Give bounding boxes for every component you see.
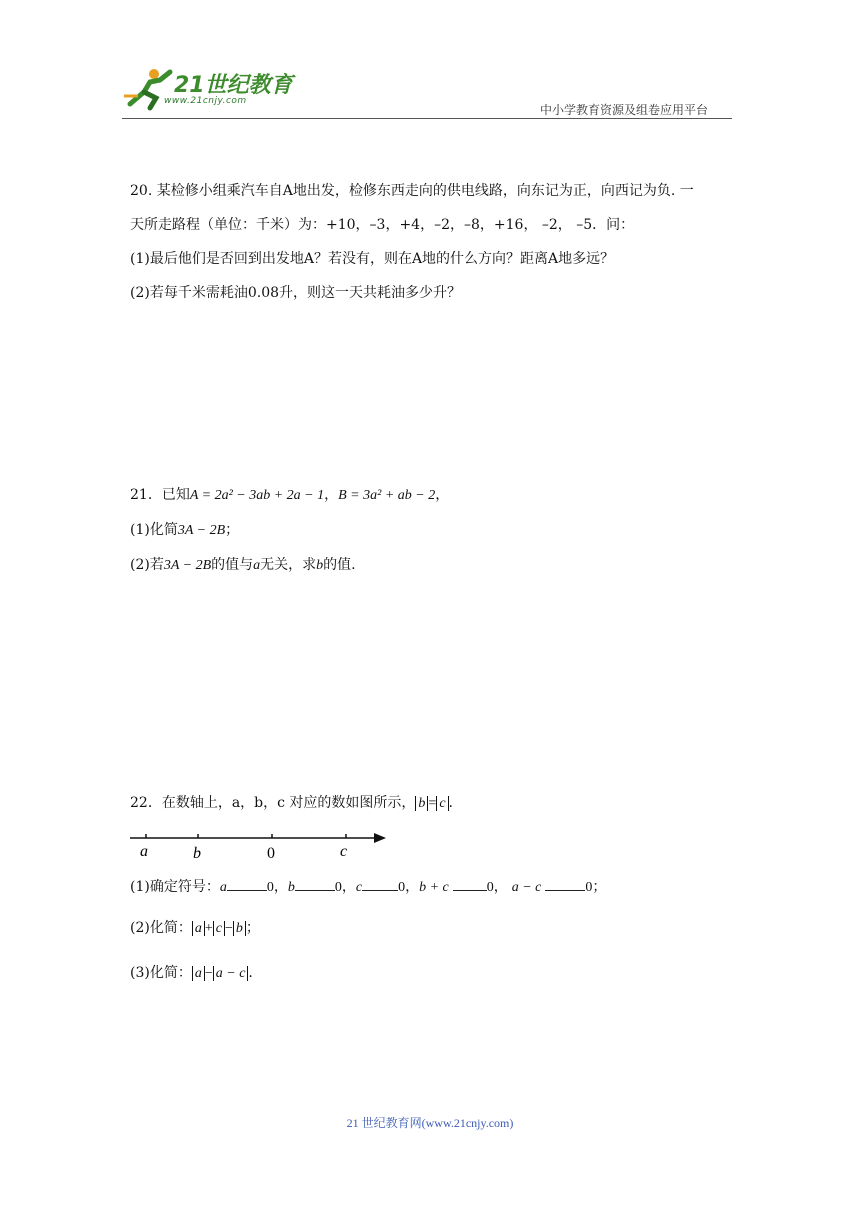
q21-part-2-mid2: 无关，求 xyxy=(260,557,317,573)
q22-stem-text: 22．在数轴上，a，b，c 对应的数如图所示， xyxy=(130,795,416,811)
q22-p1-b0: 0， xyxy=(334,880,356,895)
q22-p1-var-c: c xyxy=(355,880,363,895)
q21-part-2-prefix: (2)若 xyxy=(130,557,164,573)
q22-stem-end: . xyxy=(448,795,453,811)
q22-p2-abs-b: b xyxy=(233,921,246,936)
site-logo[interactable] xyxy=(120,64,300,116)
question-22 xyxy=(130,786,740,821)
q21-part-2-var-b: b xyxy=(316,558,324,573)
label-b: b xyxy=(193,845,201,862)
q22-p1-var-b: b xyxy=(287,880,295,895)
number-line xyxy=(128,826,390,862)
q22-p1-b-plus-c: b + c xyxy=(419,880,449,895)
q22-part-2 xyxy=(130,911,740,946)
q22-p1-a-minus-c: a − c xyxy=(511,880,542,895)
q21-expr-b: B = 3a² + ab − 2 xyxy=(338,488,436,503)
q21-part-1-prefix: (1)化简 xyxy=(130,522,178,538)
q22-part-3-prefix: (3)化简： xyxy=(130,965,192,981)
q21-stem xyxy=(130,478,740,513)
q21-part-2 xyxy=(130,548,740,583)
q20-part-1: (1)最后他们是否回到出发地A？若没有，则在A地的什么方向？距离A地多远？ xyxy=(130,251,615,267)
q22-part-1 xyxy=(130,870,740,905)
answer-blank-c[interactable] xyxy=(362,876,398,891)
q22-part-3-suffix: . xyxy=(248,965,253,981)
question-20 xyxy=(130,174,740,310)
q22-p3-abs-a: a xyxy=(192,966,205,981)
q21-sep: ， xyxy=(324,487,339,503)
q22-p1-var-a: a xyxy=(219,880,227,895)
q22-p3-abs-a-minus-c: a − c xyxy=(213,966,249,981)
q21-expr-a: A = 2a² − 3ab + 2a − 1 xyxy=(189,488,325,503)
q21-stem-suffix: ， xyxy=(435,487,450,503)
q22-p1-a0: 0， xyxy=(266,880,288,895)
q22-part-1-prefix: (1)确定符号： xyxy=(130,879,220,895)
q21-part-2-mid: 的值与 xyxy=(211,557,254,573)
q21-part-1-suffix: ； xyxy=(225,522,240,538)
q22-abs-b: b xyxy=(415,796,428,811)
q21-stem-prefix: 21．已知 xyxy=(130,487,190,503)
q22-p1-c0: 0， xyxy=(398,880,420,895)
q21-part-2-suffix: 的值. xyxy=(323,557,356,573)
q22-part-2-prefix: (2)化简： xyxy=(130,920,192,936)
q20-stem-line-2: 天所走路程（单位：千米）为：+10，–3，+4，–2，–8，+16， –2， –5．问： xyxy=(130,217,635,233)
number-line-arrow xyxy=(374,833,386,843)
answer-blank-a-minus-c[interactable] xyxy=(545,876,585,891)
label-0: 0 xyxy=(267,845,275,862)
platform-tagline: 中小学教育资源及组卷应用平台 xyxy=(540,103,709,117)
q20-stem-line-1: 20. 某检修小组乘汽车自A地出发，检修东西走向的供电线路，向东记为正，向西记为负. 一 xyxy=(130,183,694,199)
q22-part-2-suffix: ； xyxy=(245,920,260,936)
q22-p2-abs-a: a xyxy=(192,921,205,936)
answer-blank-b-plus-c[interactable] xyxy=(453,876,487,891)
logo-url: www.21cnjy.com xyxy=(164,96,247,106)
question-21 xyxy=(130,478,740,583)
q22-p1-ac0: 0； xyxy=(585,880,607,895)
q22-p2-plus: + xyxy=(204,921,213,936)
answer-blank-b[interactable] xyxy=(295,876,335,891)
label-a: a xyxy=(140,843,148,860)
q22-part-3 xyxy=(130,956,740,991)
q20-part-2: (2)若每千米需耗油0.08升，则这一天共耗油多少升？ xyxy=(130,285,462,301)
q22-eq: = xyxy=(428,796,437,811)
q21-part-1 xyxy=(130,513,740,548)
q21-part-2-var-a: a xyxy=(253,558,261,573)
label-c: c xyxy=(340,843,348,860)
q22-parts xyxy=(130,870,740,991)
q22-stem xyxy=(130,786,740,821)
answer-blank-a[interactable] xyxy=(227,876,267,891)
logo-text: 21世纪教育 xyxy=(174,73,293,98)
header-divider xyxy=(122,118,732,119)
q21-part-1-expr: 3A − 2B xyxy=(177,523,226,538)
q22-abs-c: c xyxy=(436,796,448,811)
q21-part-2-expr: 3A − 2B xyxy=(163,558,212,573)
q22-p1-bc0: 0， xyxy=(486,880,508,895)
q22-p3-minus: − xyxy=(204,966,213,981)
q22-p2-minus: − xyxy=(224,921,233,936)
page-header xyxy=(0,0,860,125)
q22-p2-abs-c: c xyxy=(213,921,225,936)
page-footer[interactable]: 21 世纪教育网(www.21cnjy.com) xyxy=(346,1116,514,1130)
